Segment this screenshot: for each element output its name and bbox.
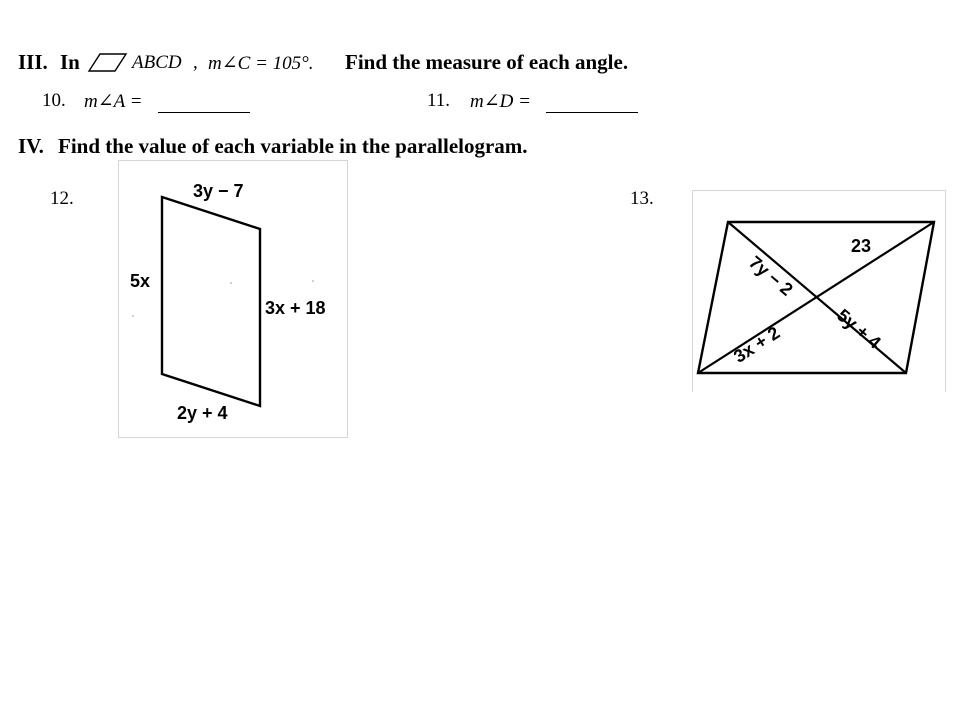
section-4-numeral: IV. (18, 134, 44, 158)
label-13-lower-left-diagonal: 3x + 2 (730, 322, 784, 367)
problem-12-number: 12. (50, 188, 74, 209)
label-12-right: 3x + 18 (265, 298, 326, 318)
label-12-left: 5x (130, 271, 151, 291)
label-12-bottom: 2y + 4 (177, 403, 228, 423)
label-13-lower-right-diagonal: 5y + 4 (833, 305, 885, 353)
section-3-numeral: III. (18, 50, 48, 74)
parallelogram-symbol (88, 53, 128, 73)
label-12-top: 3y − 7 (193, 181, 244, 201)
parallelogram-12 (162, 197, 260, 406)
problem-13-number: 13. (630, 188, 654, 209)
given-angle: m∠C = 105°. (208, 53, 314, 74)
item-10-answer-blank[interactable] (158, 98, 250, 113)
section-3-instruction: Find the measure of each angle. (345, 50, 629, 74)
problem-13-figure (692, 190, 946, 392)
label-13-upper-left-diagonal: 7y − 2 (745, 252, 797, 300)
item-11-answer-blank[interactable] (546, 98, 638, 113)
parallelogram-name: ABCD (132, 52, 182, 73)
item-10-number: 10. (42, 90, 66, 111)
section-3-in-word: In (60, 50, 80, 74)
item-10-expression: m∠A = (84, 91, 143, 112)
item-11-number: 11. (427, 90, 451, 111)
item-11-expression: m∠D = (470, 91, 531, 112)
label-13-upper-right-diagonal: 23 (851, 236, 872, 256)
comma: , (193, 52, 198, 73)
section-4-instruction: Find the value of each variable in the parallelogram. (58, 134, 528, 158)
